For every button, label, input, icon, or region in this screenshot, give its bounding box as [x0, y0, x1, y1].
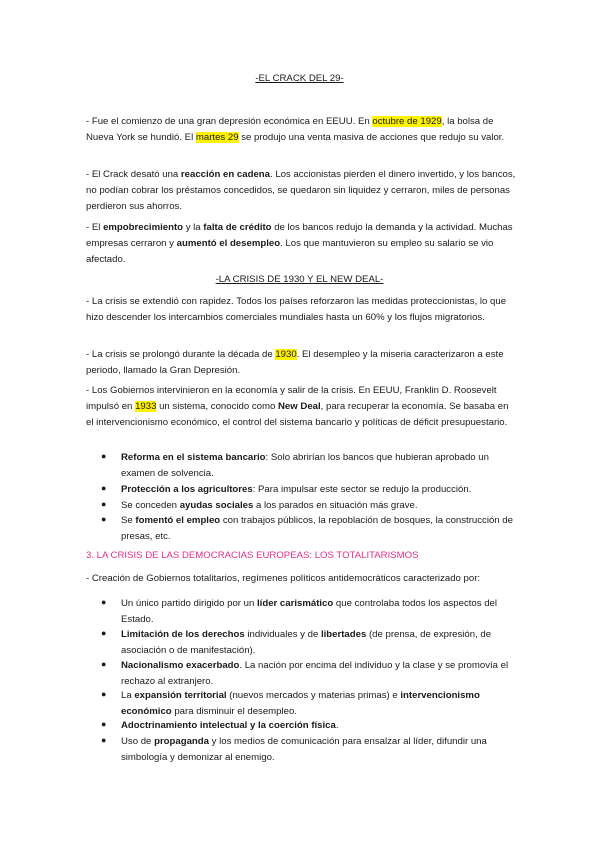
bullet-icon: ● [101, 597, 107, 607]
title-crack: -EL CRACK DEL 29- [255, 73, 344, 84]
totalitarismos-bullet-3: Nacionalismo exacerbado. La nación por encima del individuo y la clase y se promovía el rechazo al extranjero. [121, 660, 509, 687]
crack-paragraph-1: - Fue el comienzo de una gran depresión económica en EEUU. En octubre de 1929, la bolsa de Nueva York se hundió. El martes 29 se produjo una venta masiva de acciones que redujo su valor. [86, 116, 505, 143]
highlight-date: martes 29 [195, 132, 239, 143]
newdeal-paragraph-2: - La crisis se prolongó durante la década de 1930. El desempleo y la miseria caracterizaron a este periodo, llamado la Gran Depresión. [86, 349, 504, 376]
totalitarismos-intro: - Creación de Gobiernos totalitarios, regímenes políticos antidemocráticos caracterizado por: [86, 573, 481, 584]
newdeal-bullet-2: Protección a los agricultores: Para impulsar este sector se redujo la producción. [121, 484, 472, 495]
bullet-icon: ● [101, 514, 107, 524]
section-heading-totalitarismos: 3. LA CRISIS DE LAS DEMOCRACIAS EUROPEAS: LOS TOTALITARISMOS [86, 550, 419, 561]
highlight-date: octubre de 1929 [372, 116, 442, 127]
highlight-date: 1933 [135, 401, 157, 412]
bullet-icon: ● [101, 659, 107, 669]
newdeal-paragraph-3: - Los Gobiernos intervinieron en la economía y salir de la crisis. En EEUU, Franklin D. Roosevelt impulsó en 1933 un sistema, conocido como New Deal, para recuperar la economía. Se basaba en el intervencionismo económico, el control del sistema bancario y políticas de déficit presupuestario. [86, 385, 509, 428]
totalitarismos-bullet-1: Un único partido dirigido por un líder carismático que controlaba todos los aspectos del Estado. [121, 598, 498, 625]
bullet-icon: ● [101, 483, 107, 493]
crack-paragraph-3: - El empobrecimiento y la falta de crédito de los bancos redujo la demanda y la actividad. Muchas empresas cerraron y aumentó el desempleo. Los que mantuvieron su empleo su salario se vio afectado. [86, 222, 513, 265]
newdeal-bullet-3: Se conceden ayudas sociales a los parados en situación más grave. [121, 500, 418, 511]
title-new-deal: -LA CRISIS DE 1930 Y EL NEW DEAL- [215, 274, 384, 285]
totalitarismos-bullet-6: Uso de propaganda y los medios de comunicación para ensalzar al líder, difundir una simbología y demonizar al enemigo. [121, 736, 487, 763]
bullet-icon: ● [101, 735, 107, 745]
bullet-icon: ● [101, 499, 107, 509]
newdeal-bullet-4: Se fomentó el empleo con trabajos públicos, la repoblación de bosques, la construcción de presas, etc. [121, 515, 513, 542]
totalitarismos-bullet-4: La expansión territorial (nuevos mercados y materias primas) e intervencionismo económico para disminuir el desempleo. [121, 690, 480, 717]
crack-paragraph-2: - El Crack desató una reacción en cadena. Los accionistas pierden el dinero invertido, y los bancos, no podían cobrar los préstamos concedidos, se quedaron sin liquidez y cerraron, miles de personas perdieron sus ahorros. [86, 169, 516, 212]
bullet-icon: ● [101, 628, 107, 638]
highlight-date: 1930 [275, 349, 297, 360]
bullet-icon: ● [101, 719, 107, 729]
totalitarismos-bullet-2: Limitación de los derechos individuales y de libertades (de prensa, de expresión, de asociación o de manifestación). [121, 629, 492, 656]
bullet-icon: ● [101, 689, 107, 699]
bullet-icon: ● [101, 451, 107, 461]
totalitarismos-bullet-5: Adoctrinamiento intelectual y la coerción física. [121, 720, 339, 731]
newdeal-bullet-1: Reforma en el sistema bancario: Solo abrirían los bancos que hubieran aprobado un examen de solvencia. [121, 452, 489, 479]
newdeal-paragraph-1: - La crisis se extendió con rapidez. Todos los países reforzaron las medidas proteccionistas, lo que hizo descender los intercambios comerciales mundiales hasta un 60% y los flujos migratorios. [86, 296, 507, 323]
